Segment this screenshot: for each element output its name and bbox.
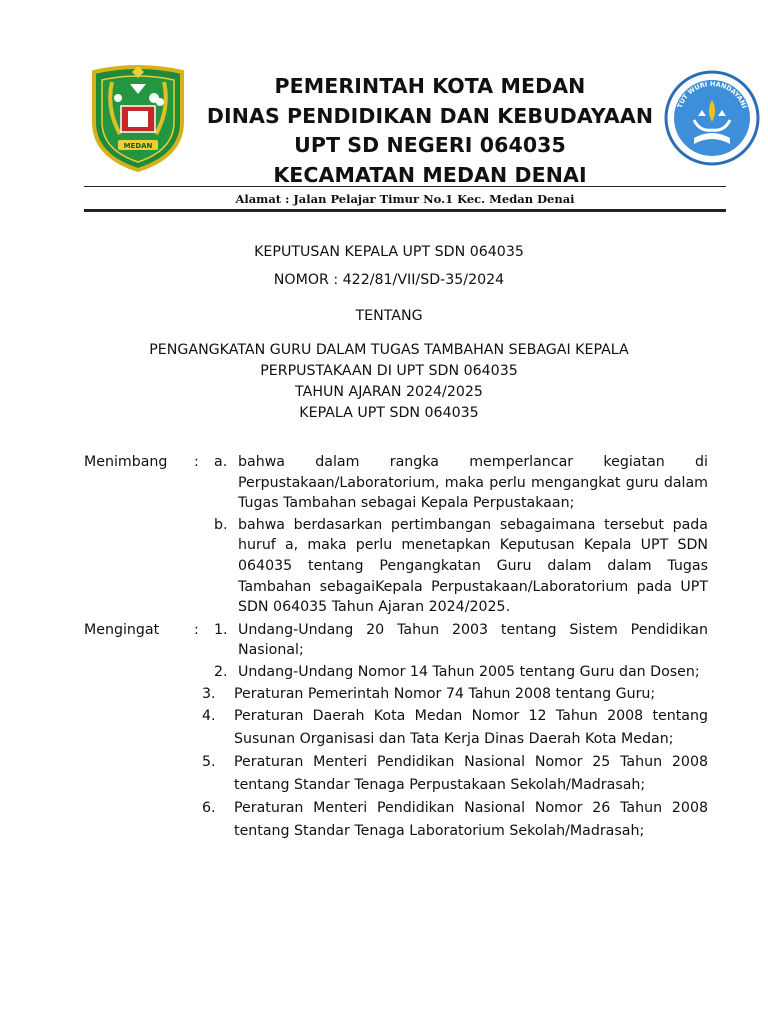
list-item	[214, 515, 708, 618]
item-text: Peraturan Daerah Kota Medan Nomor 12 Tahun 2008 tentang Susunan Organisasi dan Tata Kerja Dinas Daerah Kota Medan;	[234, 708, 708, 747]
medan-city-emblem-icon	[88, 64, 188, 172]
item-mark: 1.	[214, 621, 228, 638]
letterhead-line: UPT SD NEGERI 064035	[294, 133, 566, 157]
decree-subject-line: TAHUN AJARAN 2024/2025	[295, 384, 483, 400]
letterhead-line: PEMERINTAH KOTA MEDAN	[274, 74, 586, 98]
decree-subject-line: PERPUSTAKAAN DI UPT SDN 064035	[260, 363, 518, 379]
letterhead-divider	[84, 186, 726, 187]
item-text: Peraturan Menteri Pendidikan Nasional Nomor 25 Tahun 2008 tentang Standar Tenaga Perpustakaan Sekolah/Madrasah;	[234, 754, 708, 793]
decree-heading: KEPUTUSAN KEPALA UPT SDN 064035	[254, 244, 524, 260]
letterhead-title	[190, 72, 670, 190]
decree-subject	[84, 340, 694, 424]
menimbang-section	[84, 452, 708, 618]
item-mark: 3.	[202, 685, 216, 702]
list-item	[202, 684, 708, 705]
item-mark: 2.	[214, 663, 228, 680]
decree-number: NOMOR : 422/81/VII/SD-35/2024	[273, 272, 505, 288]
item-mark: 6.	[202, 800, 216, 817]
decree-subject-line: PENGANGKATAN GURU DALAM TUGAS TAMBAHAN SEBAGAI KEPALA	[149, 342, 629, 358]
item-text: bahwa berdasarkan pertimbangan sebagaimana tersebut pada huruf a, maka perlu menetapkan Keputusan Kepala UPT SDN 064035 tentang Pengangkatan Guru dalam dalam Tugas Tambahan sebagaiKepala Perpustakaan/Laboratorium pada UPT SDN 064035 Tahun Ajaran 2024/2025.	[238, 516, 708, 616]
item-mark: b.	[214, 516, 228, 533]
item-text: Undang-Undang Nomor 14 Tahun 2005 tentang Guru dan Dosen;	[238, 663, 700, 680]
list-item	[202, 797, 708, 842]
tut-wuri-handayani-icon	[664, 70, 760, 166]
letterhead-divider-thick	[84, 209, 726, 212]
emblem-motto: TUT WURI HANDAYANI	[675, 79, 749, 110]
mengingat-items	[202, 620, 708, 842]
item-text: Peraturan Pemerintah Nomor 74 Tahun 2008 tentang Guru;	[234, 685, 656, 702]
item-text: bahwa dalam rangka memperlancar kegiatan di Perpustakaan/Laboratorium, maka perlu mengangkat guru dalam Tugas Tambahan sebagai Kepala Perpustakaan;	[238, 454, 708, 512]
list-item	[214, 452, 708, 514]
list-item	[202, 705, 708, 750]
item-mark: 4.	[202, 708, 216, 725]
mengingat-section	[84, 620, 708, 842]
section-label: Mengingat	[84, 621, 160, 638]
school-address: Alamat : Jalan Pelajar Timur No.1 Kec. Medan Denai	[235, 192, 575, 206]
item-mark: 5.	[202, 754, 216, 771]
item-mark: a.	[214, 454, 228, 470]
section-colon: :	[194, 454, 199, 470]
list-item	[214, 620, 708, 661]
letterhead-line: DINAS PENDIDIKAN DAN KEBUDAYAAN	[206, 103, 654, 128]
decree-body	[84, 452, 708, 842]
menimbang-items	[214, 452, 708, 618]
list-item	[214, 662, 708, 683]
item-text: Peraturan Menteri Pendidikan Nasional Nomor 26 Tahun 2008 tentang Standar Tenaga Laboratorium Sekolah/Madrasah;	[234, 800, 708, 839]
item-text: Undang-Undang 20 Tahun 2003 tentang Sistem Pendidikan Nasional;	[238, 621, 708, 659]
list-item	[202, 751, 708, 796]
section-label: Menimbang	[84, 454, 168, 470]
decree-title-block	[84, 242, 694, 424]
emblem-text: MEDAN	[123, 142, 153, 150]
decree-about: TENTANG	[355, 308, 423, 324]
letterhead-line: KECAMATAN MEDAN DENAI	[273, 162, 587, 187]
decree-subject-line: KEPALA UPT SDN 064035	[299, 405, 479, 421]
section-colon: :	[194, 621, 199, 638]
